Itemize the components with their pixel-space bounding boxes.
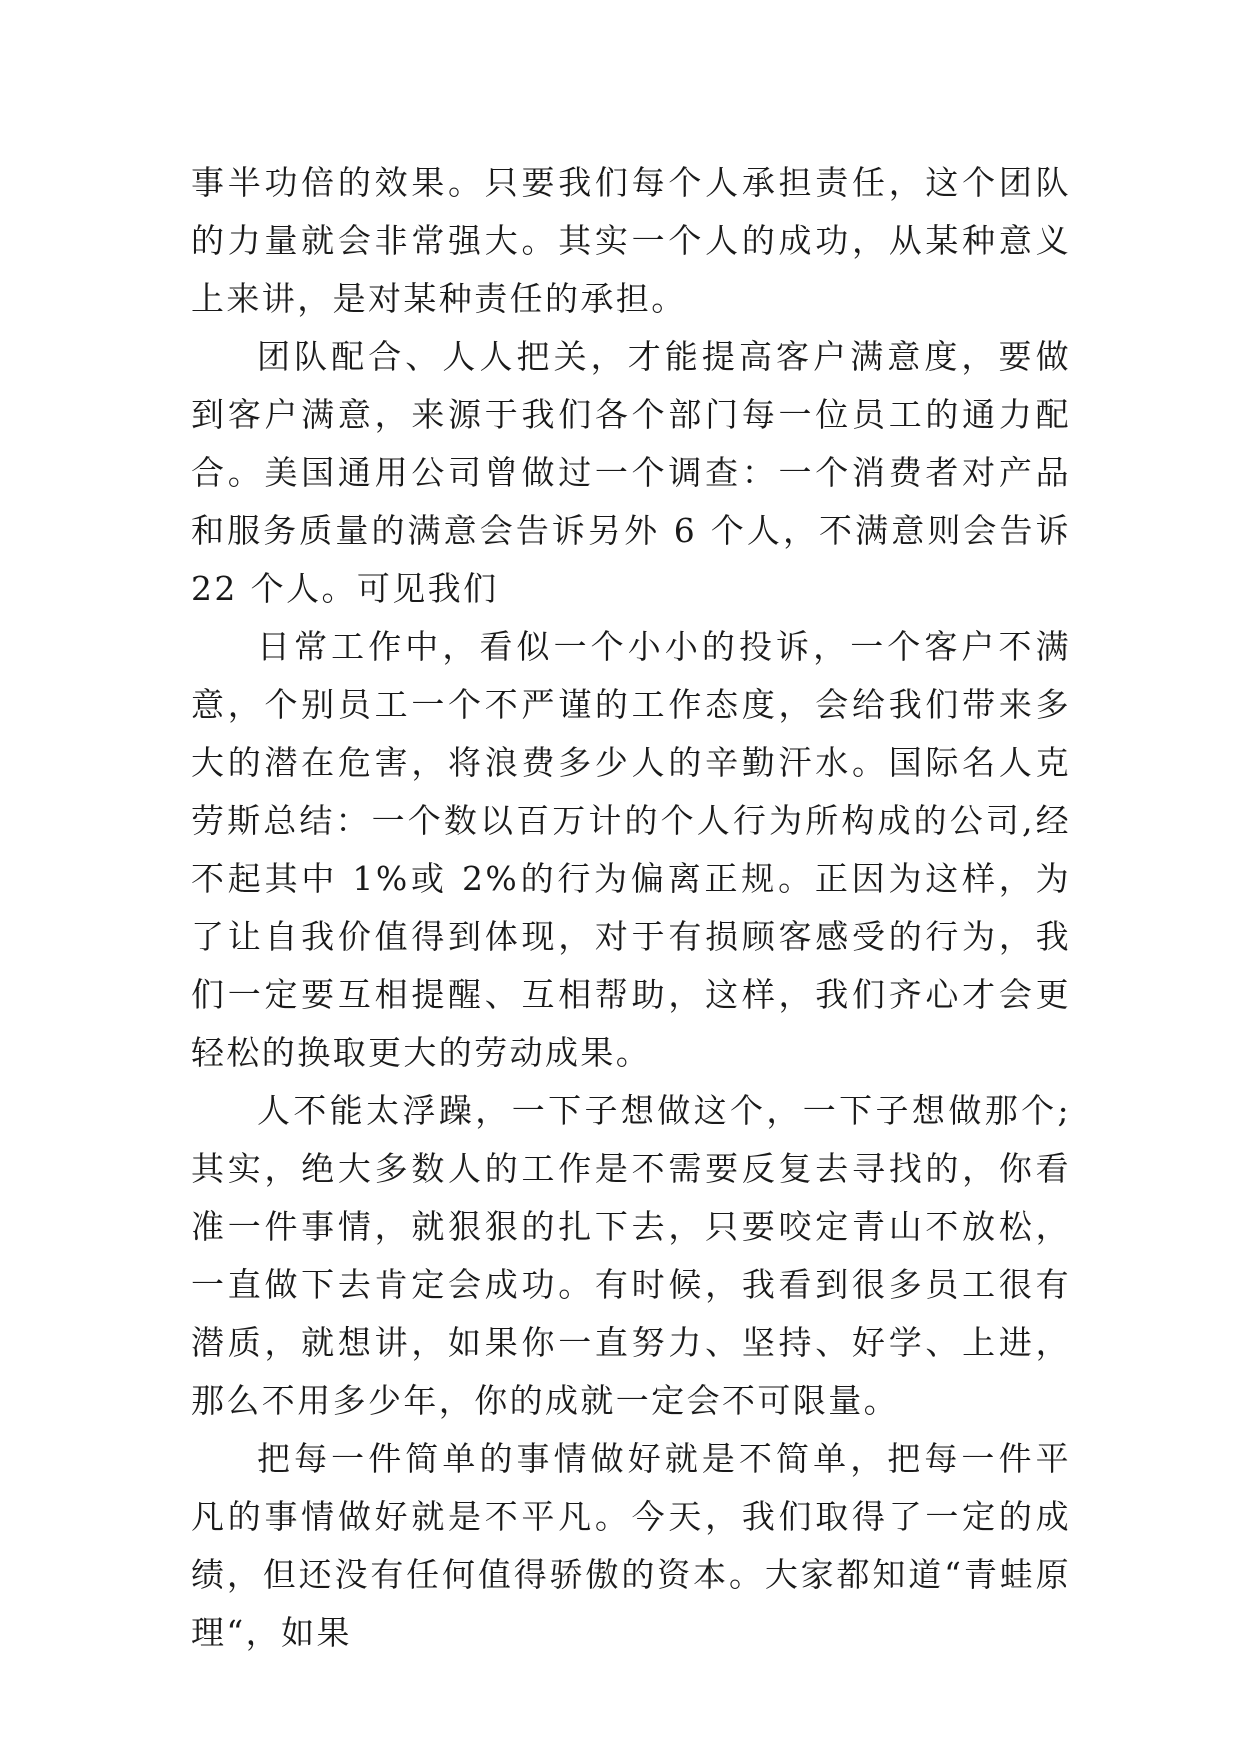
paragraph-2: 团队配合、人人把关，才能提高客户满意度，要做到客户满意，来源于我们各个部门每一位员工的通力配合。美国通用公司曾做过一个调查：一个消费者对产品和服务质量的满意会告诉另外 6 个人，不满意则会告诉 22 个人。可见我们 bbox=[191, 337, 1071, 608]
paragraph-3: 日常工作中，看似一个小小的投诉，一个客户不满意，个别员工一个不严谨的工作态度，会给我们带来多大的潜在危害，将浪费多少人的辛勤汗水。国际名人克劳斯总结：一个数以百万计的个人行为所构成的公司,经不起其中 1%或 2%的行为偏离正规。正因为这样，为了让自我价值得到体现，对于有损顾客感受的行为，我们一定要互相提醒、互相帮助，这样，我们齐心才会更轻松的换取更大的劳动成果。 bbox=[191, 627, 1071, 1072]
paragraph-5: 把每一件简单的事情做好就是不简单，把每一件平凡的事情做好就是不平凡。今天，我们取得了一定的成绩，但还没有任何值得骄傲的资本。大家都知道“青蛙原理“，如果 bbox=[191, 1439, 1071, 1652]
document-body bbox=[191, 154, 1071, 1662]
paragraph-4: 人不能太浮躁，一下子想做这个，一下子想做那个;其实，绝大多数人的工作是不需要反复去寻找的，你看准一件事情，就狠狠的扎下去，只要咬定青山不放松，一直做下去肯定会成功。有时候，我看到很多员工很有潜质，就想讲，如果你一直努力、坚持、好学、上进，那么不用多少年，你的成就一定会不可限量。 bbox=[191, 1091, 1071, 1420]
paragraph-1: 事半功倍的效果。只要我们每个人承担责任，这个团队的力量就会非常强大。其实一个人的成功，从某种意义上来讲，是对某种责任的承担。 bbox=[191, 163, 1071, 318]
